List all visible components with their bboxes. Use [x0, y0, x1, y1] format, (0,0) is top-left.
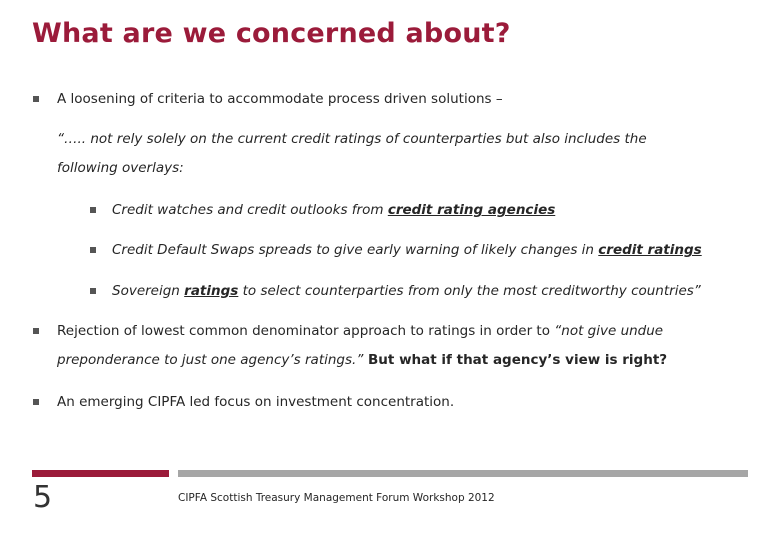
sub-bullet-text: Sovereign [112, 283, 185, 299]
quote-block [57, 125, 747, 183]
square-bullet-icon [33, 328, 39, 334]
bullet-quote: preponderance to just one agency’s ratings.” [57, 352, 364, 368]
bullet-text: Rejection of lowest common denominator approach to ratings in order to [57, 323, 555, 339]
sub-bullet-cds [90, 236, 760, 265]
sub-bullet-text: Credit Default Swaps spreads to give early warning of likely changes in [112, 242, 599, 258]
quote-line: “….. not rely solely on the current credit ratings of counterparties but also includes the [57, 131, 647, 147]
sub-bullet-text: Credit watches and credit outlooks from [112, 202, 388, 218]
link-credit-rating-agencies[interactable]: credit rating agencies [387, 202, 556, 218]
bullet-rejection [33, 317, 753, 375]
footer-gray-bar [178, 470, 748, 477]
bullet-cipfa-focus [33, 388, 733, 417]
link-credit-ratings[interactable]: credit ratings [598, 242, 702, 258]
sub-bullet-sovereign [90, 277, 760, 306]
quote-line: following overlays: [57, 160, 184, 176]
square-bullet-icon [90, 288, 96, 294]
square-bullet-icon [33, 96, 39, 102]
sub-bullet-text: to select counterparties from only the most creditworthy countries” [238, 283, 701, 299]
footer-text: CIPFA Scottish Treasury Management Forum Workshop 2012 [178, 492, 495, 504]
bullet-loosening [33, 85, 733, 114]
square-bullet-icon [90, 207, 96, 213]
page-number: 5 [33, 480, 53, 515]
square-bullet-icon [90, 247, 96, 253]
bullet-text: A loosening of criteria to accommodate process driven solutions – [57, 91, 503, 107]
link-ratings[interactable]: ratings [184, 283, 239, 299]
slide-title: What are we concerned about? [32, 18, 511, 49]
square-bullet-icon [33, 399, 39, 405]
bullet-quote: “not give undue [554, 323, 664, 339]
bullet-text: An emerging CIPFA led focus on investment concentration. [57, 394, 455, 410]
footer-accent-bar [32, 470, 169, 477]
sub-bullet-credit-watches [90, 196, 760, 225]
bullet-bold-question: But what if that agency’s view is right? [363, 352, 668, 368]
